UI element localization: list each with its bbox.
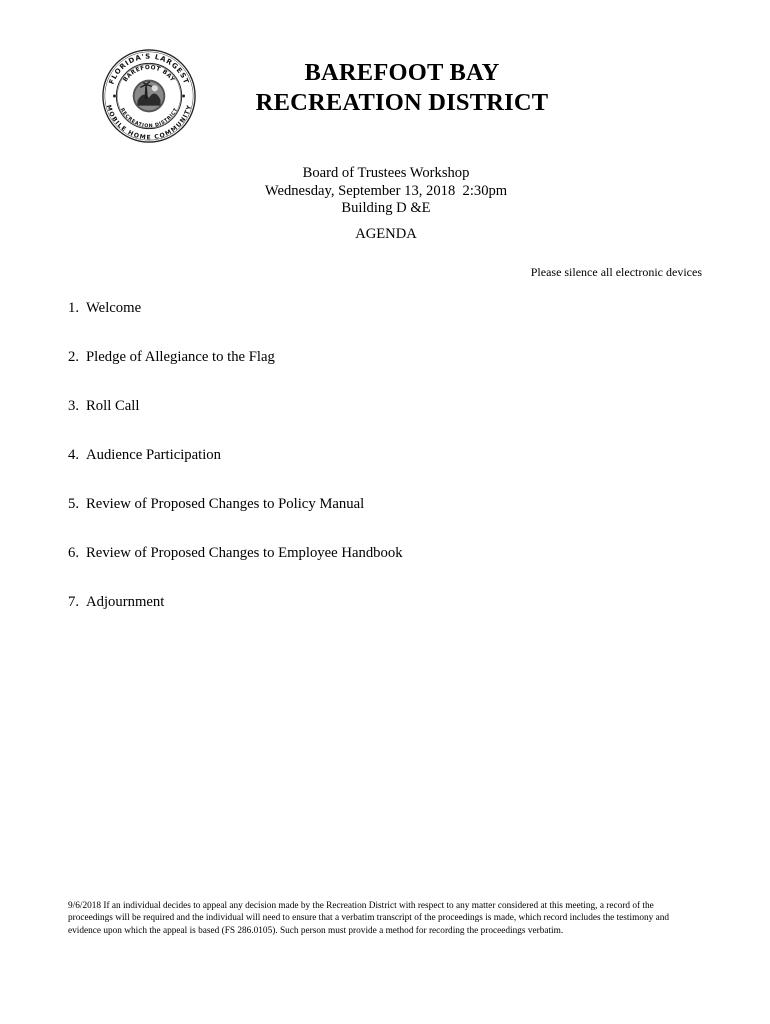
meeting-name: Board of Trustees Workshop bbox=[302, 165, 470, 181]
svg-text:FLORIDA'S LARGEST: FLORIDA'S LARGEST bbox=[107, 52, 191, 86]
agenda-item-text: Adjournment bbox=[86, 594, 165, 610]
svg-text:RECREATION DISTRICT: RECREATION DISTRICT bbox=[118, 107, 180, 130]
agenda-heading: AGENDA bbox=[355, 226, 417, 242]
agenda-item-text: Review of Proposed Changes to Employee Handbook bbox=[86, 545, 403, 561]
agenda-item-number: 3. bbox=[68, 398, 80, 414]
agenda-item-text: Pledge of Allegiance to the Flag bbox=[86, 349, 275, 365]
meeting-datetime: Wednesday, September 13, 2018 2:30pm bbox=[264, 182, 508, 199]
agenda-item-number: 2. bbox=[68, 349, 80, 365]
agenda-item bbox=[68, 594, 708, 643]
agenda-item-number: 1. bbox=[68, 300, 80, 316]
agenda-item-text: Review of Proposed Changes to Policy Manual bbox=[86, 496, 365, 512]
agenda-item bbox=[68, 398, 708, 447]
district-title bbox=[210, 58, 594, 118]
agenda-item-text: Welcome bbox=[86, 300, 142, 316]
agenda-item bbox=[68, 349, 708, 398]
svg-text:BAREFOOT BAY: BAREFOOT BAY bbox=[122, 65, 176, 84]
agenda-item-number: 5. bbox=[68, 496, 80, 512]
meeting-details bbox=[200, 165, 572, 218]
agenda-list bbox=[68, 300, 708, 643]
meeting-location: Building D &E bbox=[341, 200, 431, 217]
agenda-item-number: 7. bbox=[68, 594, 80, 610]
agenda-item-text: Roll Call bbox=[86, 398, 140, 414]
agenda-item-text: Audience Participation bbox=[86, 447, 221, 463]
agenda-item bbox=[68, 447, 708, 496]
agenda-item-number: 4. bbox=[68, 447, 80, 463]
agenda-item-number: 6. bbox=[68, 545, 80, 561]
devices-notice: Please silence all electronic devices bbox=[530, 265, 702, 279]
agenda-item bbox=[68, 545, 708, 594]
appeal-disclaimer: 9/6/2018 If an individual decides to appeal any decision made by the Recreation District with respect to any matter considered at this meeting, a record of the proceedings will be required and the individual will need to ensure that a verbatim transcript of the proceedings is made, which record includes the testimony and evidence upon which the appeal is based (FS 286.0105). Such person must provide a method for recording the proceedings verbatim. bbox=[68, 901, 670, 936]
title-line-1: BAREFOOT BAY bbox=[304, 59, 500, 86]
agenda-item bbox=[68, 300, 708, 349]
svg-text:MOBILE HOME COMMUNITY: MOBILE HOME COMMUNITY bbox=[104, 104, 194, 142]
district-seal-logo bbox=[101, 48, 197, 144]
agenda-item bbox=[68, 496, 708, 545]
title-line-2: RECREATION DISTRICT bbox=[255, 89, 549, 116]
